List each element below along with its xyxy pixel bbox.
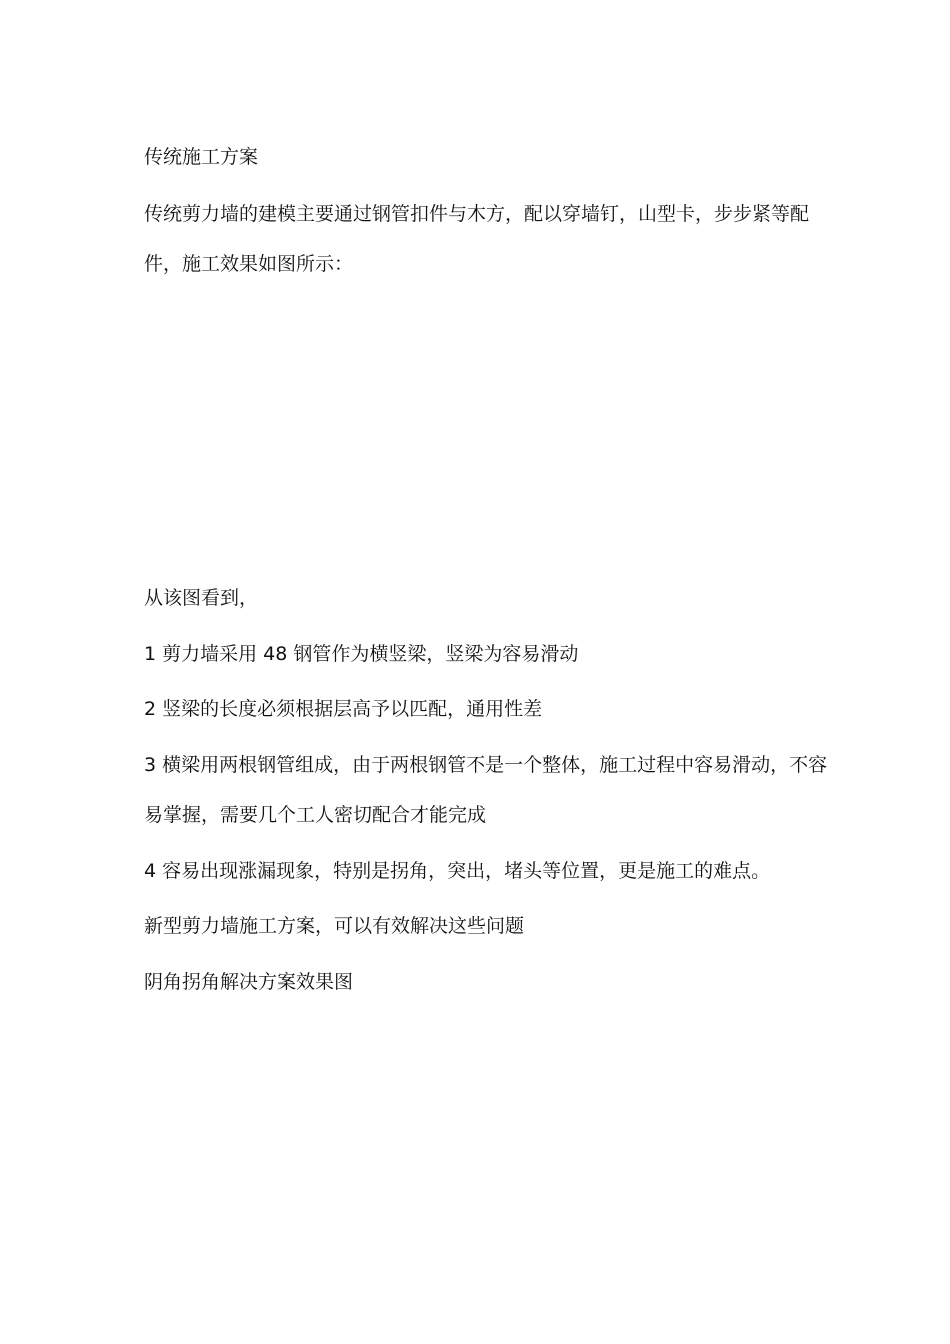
figure-placeholder-traditional bbox=[144, 300, 808, 570]
figure-placeholder-corner bbox=[144, 1010, 808, 1310]
corner-solution-title: 阴角拐角解决方案效果图 bbox=[144, 971, 354, 993]
section-heading: 传统施工方案 bbox=[144, 146, 259, 168]
point-4: 4 容易出现涨漏现象，特别是拐角，突出，堵头等位置，更是施工的难点。 bbox=[144, 860, 771, 882]
observation-lead: 从该图看到， bbox=[144, 587, 259, 609]
point-3-line-2: 易掌握，需要几个工人密切配合才能完成 bbox=[144, 804, 487, 826]
intro-paragraph-line-2: 件，施工效果如图所示： bbox=[144, 253, 354, 275]
point-3-line-1: 3 横梁用两根钢管组成，由于两根钢管不是一个整体，施工过程中容易滑动，不容 bbox=[144, 754, 828, 776]
intro-paragraph-line-1: 传统剪力墙的建模主要通过钢管扣件与木方，配以穿墙钉，山型卡，步步紧等配 bbox=[144, 203, 810, 225]
point-2: 2 竖梁的长度必须根据层高予以匹配，通用性差 bbox=[144, 698, 543, 720]
point-1: 1 剪力墙采用 48 钢管作为横竖梁，竖梁为容易滑动 bbox=[144, 643, 579, 665]
new-solution-text: 新型剪力墙施工方案，可以有效解决这些问题 bbox=[144, 915, 525, 937]
